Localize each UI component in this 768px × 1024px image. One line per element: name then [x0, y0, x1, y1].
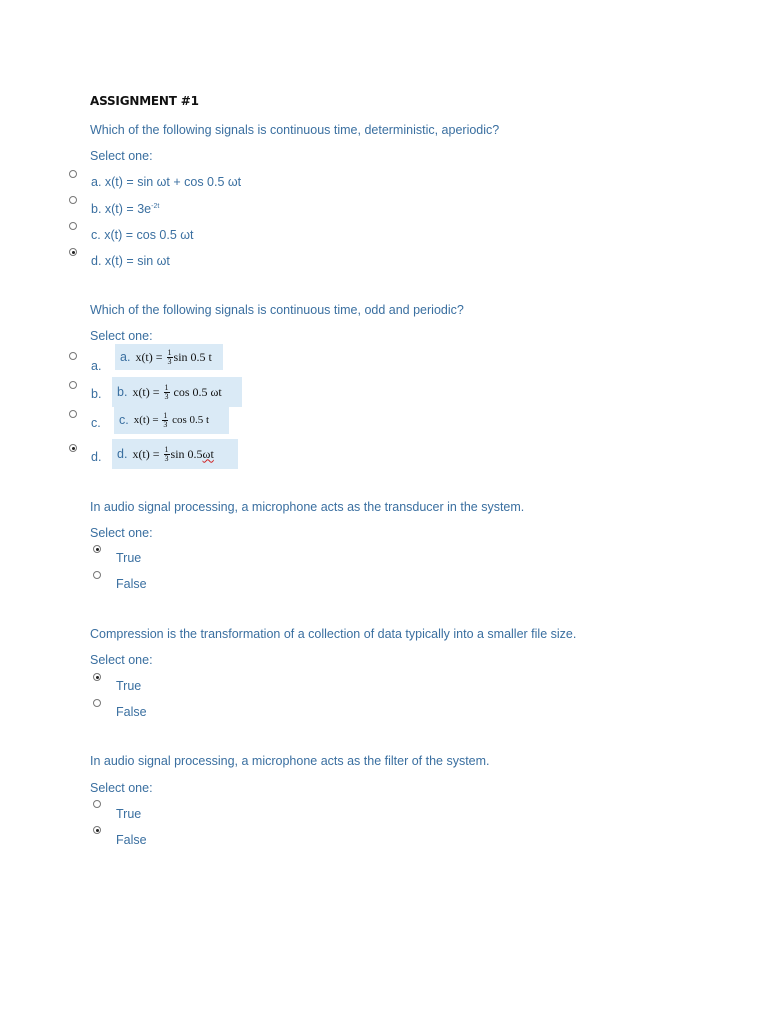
q2-option-b-lhs: x(t) =	[132, 384, 160, 399]
q1-option-d-expr: sin ωt	[137, 254, 170, 268]
q2-option-a-radio[interactable]	[69, 352, 77, 360]
q1-option-a[interactable]	[91, 175, 241, 189]
q4-option-false-label[interactable]: False	[116, 705, 147, 719]
q2-option-c-lhs: x(t) =	[133, 414, 159, 426]
question-5-text: In audio signal processing, a microphone acts as the filter of the system.	[90, 754, 490, 768]
question-1-text: Which of the following signals is continuous time, deterministic, aperiodic?	[90, 123, 500, 137]
question-2-text: Which of the following signals is continuous time, odd and periodic?	[90, 303, 464, 317]
question-3-text: In audio signal processing, a microphone acts as the transducer in the system.	[90, 500, 525, 514]
q2-option-c-letter[interactable]: c.	[91, 416, 101, 430]
q3-option-true-label[interactable]: True	[116, 551, 142, 565]
q2-option-b-box-letter: b.	[117, 385, 128, 399]
q4-option-true-label[interactable]: True	[116, 679, 142, 693]
q2-option-d-radio[interactable]	[69, 444, 77, 452]
q1-option-d-radio[interactable]	[69, 248, 77, 256]
q1-option-a-radio[interactable]	[69, 170, 77, 178]
q5-option-false-label[interactable]: False	[116, 833, 147, 847]
q2-option-c-rhs: cos 0.5 t	[172, 414, 210, 426]
q5-option-true-label[interactable]: True	[116, 807, 142, 821]
q5-option-true-radio[interactable]	[93, 800, 101, 808]
q1-option-c-label: c. x(t) =	[91, 228, 137, 242]
q2-option-c-box-letter: c.	[119, 413, 129, 427]
q2-option-a-lhs: x(t) =	[135, 349, 163, 364]
q2-option-a-letter[interactable]: a.	[91, 359, 102, 373]
q2-option-b-formula[interactable]	[112, 377, 242, 407]
q2-option-d-rhs: sin 0.5	[170, 446, 203, 461]
question-1-select-one: Select one:	[90, 149, 153, 163]
q1-option-b-label: b. x(t) = 3e	[91, 202, 152, 216]
question-2-select-one: Select one:	[90, 329, 153, 343]
q3-option-true-radio[interactable]	[93, 545, 101, 553]
q1-option-a-label: a. x(t) =	[91, 175, 138, 189]
q2-option-d-box-letter: d.	[117, 447, 128, 461]
q1-option-b[interactable]	[91, 202, 159, 216]
q1-option-b-exponent: -2t	[151, 202, 160, 210]
q3-option-false-label[interactable]: False	[116, 577, 147, 591]
q2-option-a-box-letter: a.	[120, 350, 131, 364]
q2-option-d-formula[interactable]	[112, 439, 238, 469]
q1-option-c-radio[interactable]	[69, 222, 77, 230]
question-4-select-one: Select one:	[90, 653, 153, 667]
q1-option-c[interactable]	[91, 228, 194, 242]
q2-option-b-rhs: cos 0.5 ωt	[173, 384, 222, 399]
q2-option-a-fraction: $\frac{1}{3}$	[167, 347, 172, 366]
q2-option-d-lhs: x(t) =	[132, 446, 160, 461]
assignment-title: ASSIGNMENT #1	[90, 94, 199, 108]
q1-option-d-label: d. x(t) =	[91, 254, 138, 268]
q2-option-c-radio[interactable]	[69, 410, 77, 418]
q2-option-d-letter[interactable]: d.	[91, 450, 102, 464]
q5-option-false-radio[interactable]	[93, 826, 101, 834]
q4-option-false-radio[interactable]	[93, 699, 101, 707]
q2-option-a-formula[interactable]	[115, 344, 223, 370]
q2-option-d-rhs-squiggle: ωt	[202, 446, 214, 461]
q2-option-c-fraction: $\frac{1}{3}$	[163, 410, 168, 429]
q2-option-a-rhs: sin 0.5 t	[173, 349, 212, 364]
q2-option-d-fraction: $\frac{1}{3}$	[164, 444, 169, 463]
q2-option-b-letter[interactable]: b.	[91, 387, 102, 401]
q2-option-b-fraction: $\frac{1}{3}$	[164, 382, 169, 401]
q4-option-true-radio[interactable]	[93, 673, 101, 681]
q1-option-a-expr: sin ωt + cos 0.5 ωt	[137, 175, 242, 189]
question-4-text: Compression is the transformation of a collection of data typically into a smaller file size.	[90, 627, 577, 641]
question-3-select-one: Select one:	[90, 526, 153, 540]
q1-option-b-radio[interactable]	[69, 196, 77, 204]
q2-option-b-radio[interactable]	[69, 381, 77, 389]
q3-option-false-radio[interactable]	[93, 571, 101, 579]
question-5-select-one: Select one:	[90, 781, 153, 795]
q2-option-c-formula[interactable]	[114, 406, 229, 434]
q1-option-c-expr: cos 0.5 ωt	[136, 228, 194, 242]
q1-option-d[interactable]	[91, 254, 170, 268]
